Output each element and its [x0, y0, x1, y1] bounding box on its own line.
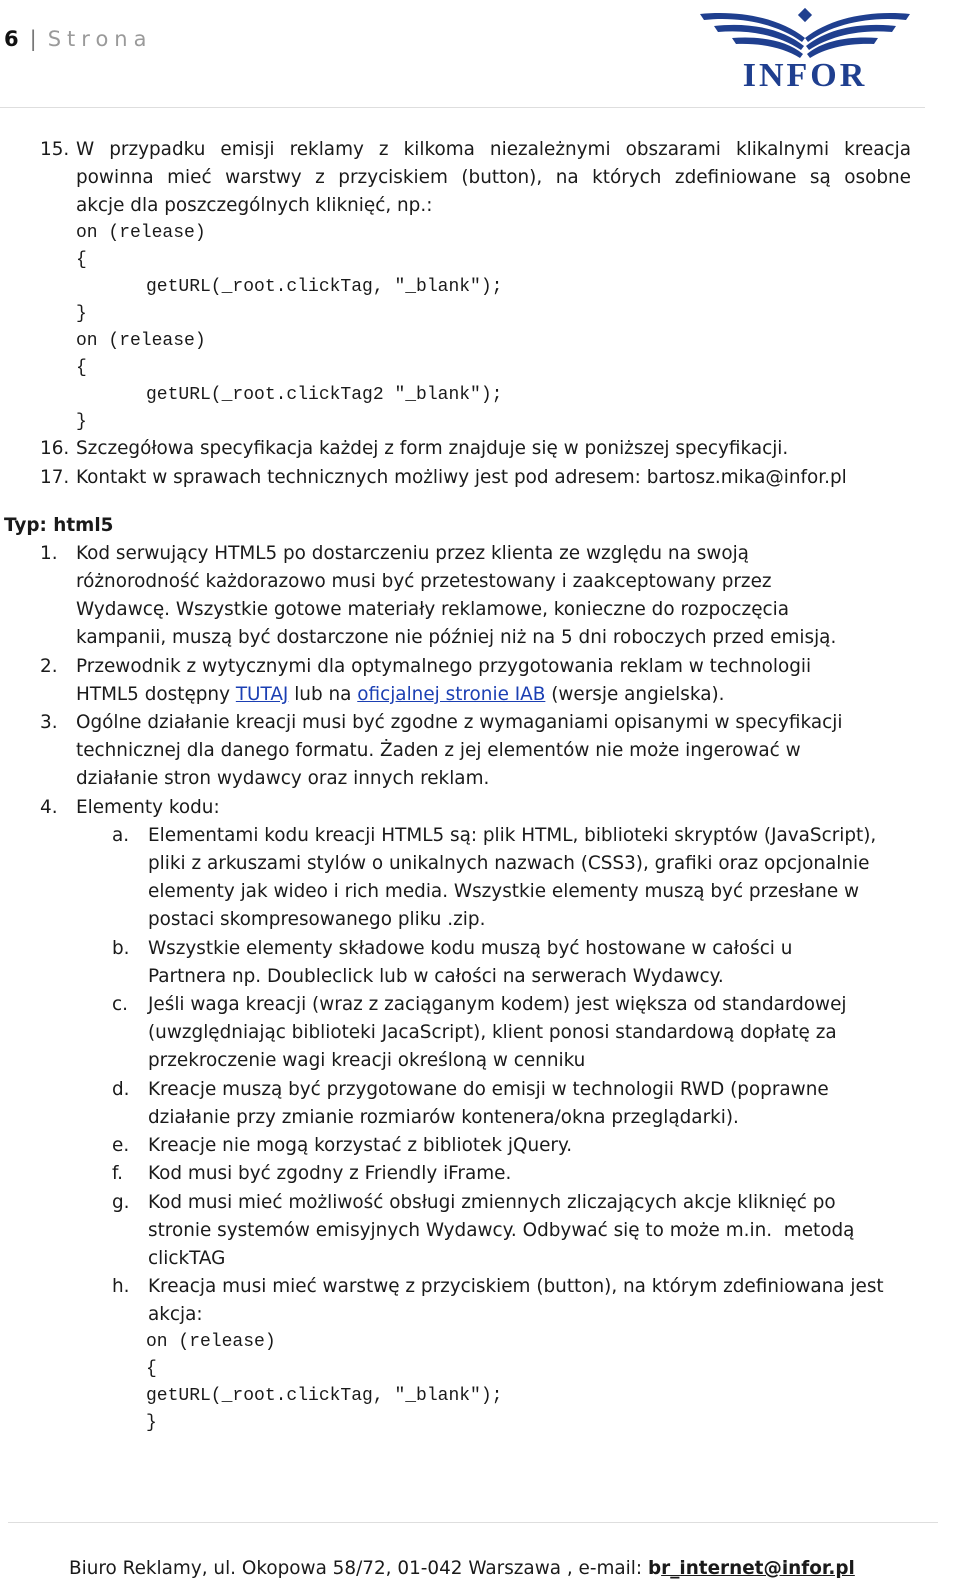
- sub-a-line: postaci skompresowanego pliku .zip.: [148, 909, 486, 930]
- item-3-line-1: Ogólne działanie kreacji musi być zgodne z wymaganiami opisanymi w specyfikacji: [76, 712, 843, 733]
- sub-d-letter: d.: [112, 1079, 130, 1100]
- section-heading: Typ: html5: [4, 515, 114, 536]
- sub-c-line: (uwzględniając biblioteki JacaScript), klient ponosi standardową dopłatę za: [148, 1022, 837, 1043]
- item-15-number: 15.: [40, 139, 70, 160]
- item-15-line-1: W przypadku emisji reklamy z kilkoma niezależnymi obszarami klikalnymi kreacja: [76, 139, 911, 160]
- item-3-line-2: technicznej dla danego formatu. Żaden z jej elementów nie może ingerować w: [76, 740, 801, 761]
- footer-address: Biuro Reklamy, ul. Okopowa 58/72, 01-042 Warszawa , e-mail:: [69, 1558, 648, 1579]
- sub-g-letter: g.: [112, 1192, 130, 1213]
- sub-a-letter: a.: [112, 825, 130, 846]
- page-separator: |: [29, 27, 38, 51]
- item-3-line-3: działanie stron wydawcy oraz innych reklam.: [76, 768, 490, 789]
- code-line: }: [76, 304, 87, 324]
- page-number: 6: [4, 27, 20, 51]
- sub-c-line: przekroczenie wagi kreacji określoną w cenniku: [148, 1050, 586, 1071]
- item-17-number: 17.: [40, 467, 70, 488]
- footer-email-b: b: [647, 1558, 662, 1579]
- sub-c-letter: c.: [112, 994, 128, 1015]
- item-1-line-1: Kod serwujący HTML5 po dostarczeniu przez klienta ze względu na swoją: [76, 543, 749, 564]
- code-line: getURL(_root.clickTag, "_blank");: [146, 1386, 503, 1406]
- item-1-number: 1.: [40, 543, 58, 564]
- header-divider: [0, 107, 925, 108]
- item-1-line-3: Wydawcę. Wszystkie gotowe materiały reklamowe, konieczne do rozpoczęcia: [76, 599, 790, 620]
- code-line: on (release): [146, 1332, 276, 1352]
- logo-text: INFOR: [742, 57, 868, 92]
- sub-a-line: elementy jak wideo i rich media. Wszystkie elementy muszą być przesłane w: [148, 881, 860, 902]
- item-1-line-4: kampanii, muszą być dostarczone nie później niż na 5 dni roboczych przed emisją.: [76, 627, 837, 648]
- sub-f-letter: f.: [112, 1163, 123, 1184]
- item-15-line-3: akcje dla poszczególnych kliknięć, np.:: [76, 195, 433, 216]
- code-line: }: [76, 412, 87, 432]
- item-2-number: 2.: [40, 656, 58, 677]
- item-2-line-1: Przewodnik z wytycznymi dla optymalnego przygotowania reklam w technologii: [76, 656, 812, 677]
- code-line: getURL(_root.clickTag2 "_blank");: [146, 385, 503, 405]
- sub-a-line: pliki z arkuszami stylów o unikalnych nazwach (CSS3), grafiki oraz opcjonalnie: [148, 853, 870, 874]
- item-4-text: Elementy kodu:: [76, 797, 220, 818]
- item-2-text: lub na: [288, 684, 358, 705]
- sub-g-line: Kod musi mieć możliwość obsługi zmiennych zliczających akcje kliknięć po: [148, 1192, 836, 1213]
- item-17-text: Kontakt w sprawach technicznych możliwy jest pod adresem: bartosz.mika@infor.pl: [76, 467, 847, 488]
- sub-g-line: clickTAG: [148, 1248, 226, 1269]
- item-3-number: 3.: [40, 712, 58, 733]
- sub-d-line: Kreacje muszą być przygotowane do emisji w technologii RWD (poprawne: [148, 1079, 829, 1100]
- code-line: on (release): [76, 223, 206, 243]
- page-word: Strona: [47, 27, 153, 51]
- sub-e-line: Kreacje nie mogą korzystać z bibliotek jQuery.: [148, 1135, 573, 1156]
- sub-b-letter: b.: [112, 938, 130, 959]
- item-2-line-2: [76, 681, 724, 709]
- item-15-line-2: powinna mieć warstwy z przyciskiem (button), na których zdefiniowane są osobne: [76, 167, 911, 188]
- code-line: {: [146, 1359, 157, 1379]
- code-line: {: [76, 250, 87, 270]
- tutaj-link[interactable]: TUTAJ: [235, 684, 289, 705]
- code-line: on (release): [76, 331, 206, 351]
- sub-d-line: działanie przy zmianie rozmiarów kontenera/okna przeglądarki).: [148, 1107, 739, 1128]
- sub-h-letter: h.: [112, 1276, 130, 1297]
- code-line: getURL(_root.clickTag, "_blank");: [146, 277, 503, 297]
- sub-h-line: akcja:: [148, 1304, 203, 1325]
- sub-a-line: Elementami kodu kreacji HTML5 są: plik HTML, biblioteki skryptów (JavaScript),: [148, 825, 877, 846]
- sub-b-line: Partnera np. Doubleclick lub w całości na serwerach Wydawcy.: [148, 966, 724, 987]
- sub-b-line: Wszystkie elementy składowe kodu muszą być hostowane w całości u: [148, 938, 793, 959]
- footer-email[interactable]: r_internet@infor.pl: [661, 1558, 855, 1579]
- infor-logo: [700, 0, 910, 92]
- iab-link[interactable]: oficjalnej stronie IAB: [357, 684, 546, 705]
- page-header: [0, 0, 960, 110]
- sub-g-line: stronie systemów emisyjnych Wydawcy. Odbywać się to może m.in. metodą: [148, 1220, 855, 1241]
- code-line: }: [146, 1413, 157, 1433]
- page-footer: [69, 1558, 855, 1579]
- code-line: {: [76, 358, 87, 378]
- sub-e-letter: e.: [112, 1135, 130, 1156]
- item-1-line-2: różnorodność każdorazowo musi być przetestowany i zaakceptowany przez: [76, 571, 772, 592]
- footer-divider: [8, 1522, 938, 1523]
- page-number-label: [4, 27, 152, 51]
- sub-f-line: Kod musi być zgodny z Friendly iFrame.: [148, 1163, 512, 1184]
- item-2-text: (wersje angielska).: [545, 684, 725, 705]
- item-16-number: 16.: [40, 438, 70, 459]
- item-2-text: HTML5 dostępny: [76, 684, 236, 705]
- item-16-text: Szczegółowa specyfikacja każdej z form znajduje się w poniższej specyfikacji.: [76, 438, 789, 459]
- item-4-number: 4.: [40, 797, 58, 818]
- sub-c-line: Jeśli waga kreacji (wraz z zaciąganym kodem) jest większa od standardowej: [148, 994, 847, 1015]
- sub-h-line: Kreacja musi mieć warstwę z przyciskiem (button), na którym zdefiniowana jest: [148, 1276, 884, 1297]
